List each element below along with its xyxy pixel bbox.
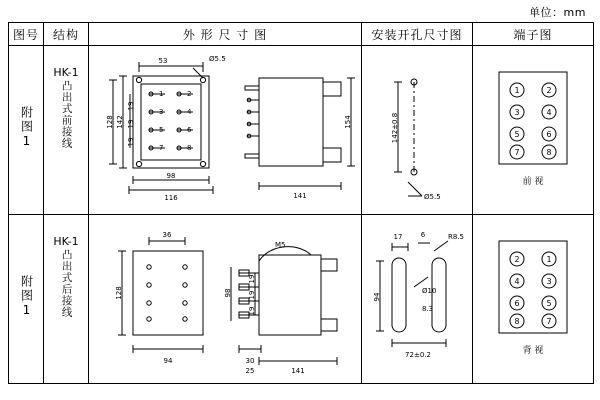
dim-d55: Ø5.5 <box>209 55 226 63</box>
term-2: 2 <box>187 90 192 98</box>
row2-model-label: HK-1 <box>53 235 79 248</box>
row1-outline-drawing <box>89 46 362 215</box>
row2-structure <box>44 215 89 384</box>
dim2-19c: 19 <box>248 306 256 316</box>
term-1: 1 <box>159 90 164 98</box>
term-circle-1: 1 <box>514 86 520 95</box>
dim2-m5: M5 <box>275 241 286 249</box>
term2-circle-8: 8 <box>514 317 520 326</box>
dim-141: 141 <box>293 192 307 200</box>
hole2-94: 94 <box>373 292 381 302</box>
dim2-94: 94 <box>163 357 173 365</box>
term-circle-2: 2 <box>546 86 552 95</box>
term-circle-4: 4 <box>546 108 552 117</box>
row1-figure-no-label: 附图1 <box>19 106 34 150</box>
term-8: 8 <box>187 144 192 152</box>
term-circle-8: 8 <box>546 148 552 157</box>
header-col-no: 图号 <box>9 23 44 46</box>
header-col-term: 端子图 <box>473 23 594 46</box>
dim-154: 154 <box>344 115 352 129</box>
dim-116: 116 <box>164 194 178 202</box>
dim-19c: 19 <box>127 137 135 147</box>
unit-note: 单位：mm <box>529 6 586 19</box>
row2-terminal-diagram <box>473 215 594 384</box>
term2-circle-3: 3 <box>546 277 552 286</box>
table-row <box>9 46 594 215</box>
row1-structure <box>44 46 89 215</box>
row2-outline-drawing <box>89 215 362 384</box>
row1-outline-svg <box>89 46 361 214</box>
hole-dim-d55: Ø5.5 <box>424 193 441 201</box>
hole2-83: 8.3 <box>422 305 434 313</box>
row1-hole-svg <box>362 46 472 214</box>
row1-structure-graphic <box>44 46 88 214</box>
header-col-outline: 外 形 尺 寸 图 <box>89 23 362 46</box>
term2-circle-4: 4 <box>514 277 520 286</box>
row2-structure-graphic <box>44 215 88 383</box>
hole2-r85: R8.5 <box>448 233 464 241</box>
term-5: 5 <box>159 126 164 134</box>
dim-19b: 19 <box>127 119 135 129</box>
row1-terminal-svg <box>473 46 593 214</box>
dim2-141: 141 <box>291 367 305 375</box>
row1-structure-label: 凸出式前接线 <box>60 80 73 149</box>
term2-circle-1: 1 <box>546 255 552 264</box>
term-6: 6 <box>187 126 192 134</box>
dim2-128: 128 <box>115 286 123 300</box>
term2-circle-5: 5 <box>546 299 552 308</box>
term-circle-6: 6 <box>546 130 552 139</box>
dim-19a: 19 <box>127 101 135 111</box>
table-row <box>9 215 594 384</box>
row2-figure-no-label: 附图1 <box>19 275 34 319</box>
header-col-hole: 安装开孔尺寸图 <box>362 23 473 46</box>
term2-circle-7: 7 <box>546 317 552 326</box>
hole-dim-142: 142±0.8 <box>391 112 399 144</box>
term-circle-5: 5 <box>514 130 520 139</box>
row2-hole-drawing <box>362 215 473 384</box>
row2-terminal-svg <box>473 215 593 383</box>
dim2-19b: 19 <box>248 290 256 300</box>
term2-circle-2: 2 <box>514 255 520 264</box>
dim2-19a: 19 <box>248 274 256 284</box>
hole2-d10: Ø10 <box>422 287 437 295</box>
term-7: 7 <box>159 144 164 152</box>
term-4: 4 <box>187 108 192 116</box>
dimension-table <box>8 22 594 384</box>
hole2-17: 17 <box>393 233 403 241</box>
dim2-30: 30 <box>245 357 255 365</box>
row1-figure-no <box>9 46 44 215</box>
row1-terminal-diagram <box>473 46 594 215</box>
row2-hole-svg <box>362 215 472 383</box>
row2-terminal-caption: 背 视 <box>522 346 544 356</box>
row2-figure-no <box>9 215 44 384</box>
row2-outline-svg <box>89 215 361 383</box>
dim2-25: 25 <box>245 367 255 375</box>
table-header-row <box>9 23 594 46</box>
term-circle-7: 7 <box>514 148 520 157</box>
hole2-72: 72±0.2 <box>405 351 431 359</box>
row2-structure-label: 凸出式后接线 <box>60 249 73 318</box>
term-circle-3: 3 <box>514 108 520 117</box>
term2-circle-6: 6 <box>514 299 520 308</box>
hole2-6: 6 <box>420 231 426 239</box>
dim-142: 142 <box>116 115 124 129</box>
dim-53: 53 <box>158 57 168 65</box>
dim-128: 128 <box>106 115 114 129</box>
dim2-98: 98 <box>224 288 232 298</box>
row1-model-label: HK-1 <box>53 66 79 79</box>
header-col-struct: 结构 <box>44 23 89 46</box>
dim2-36: 36 <box>162 231 172 239</box>
dim-98: 98 <box>166 172 176 180</box>
row1-terminal-caption: 前 视 <box>522 177 544 187</box>
row1-hole-drawing <box>362 46 473 215</box>
term-3: 3 <box>159 108 164 116</box>
